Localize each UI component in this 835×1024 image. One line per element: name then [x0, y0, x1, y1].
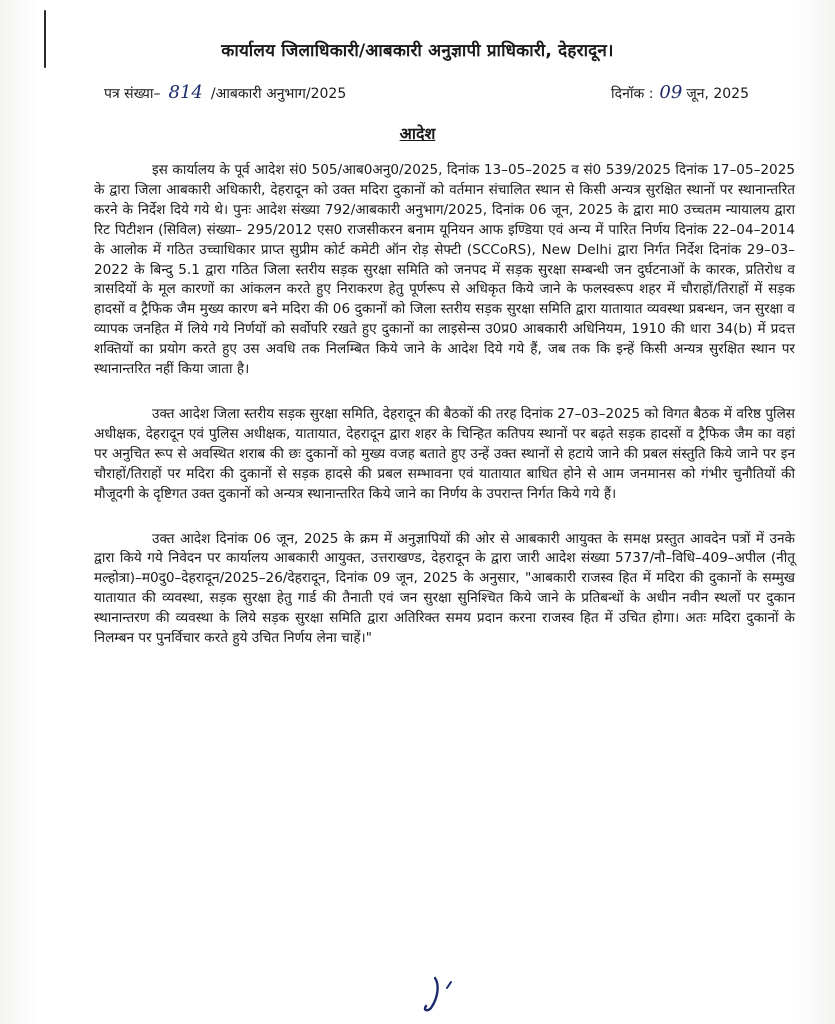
paragraph-1: इस कार्यालय के पूर्व आदेश सं0 505/आब0अनु0/2025, दिनांक 13–05–2025 व सं0 539/2025 दिनांक 17–05–2025 के द्वारा जिला आबकारी अधिकारी, देहरादून को उक्त मदिरा दुकानों को वर्तमान संचालित स्थान से किसी अन्यत्र सुरक्षित स्थानों पर स्थानान्तरित करने के निर्देश दिये गये थे। पुनः आदेश संख्या 792/आबकारी अनुभाग/2025, दिनांक 06 जून, 2025 के द्वारा मा0 उच्चतम न्यायालय द्वारा रिट पिटीशन (सिविल) संख्या– 295/2012 एस0 राजसीकरन बनाम यूनियन आफ इण्डिया एवं अन्य में पारित निर्णय दिनांक 22–04–2014 के आलोक में गठित उच्चाधिकार प्राप्त सुप्रीम कोर्ट कमेटी ऑन रोड़ सेफ्टी (SCCoRS), New Delhi द्वारा निर्गत निर्देश दिनांक 29–03–2022 के बिन्दु 5.1 द्वारा गठित जिला स्तरीय सड़क सुरक्षा समिति को जनपद में सड़क सुरक्षा सम्बन्धी जन दुर्घटनाओं के कारक, प्रतिरोध व त्रासदियों के मूल कारणों का आंकलन करते हुए निराकरण हेतु पूर्णरूप से अधिकृत किये जाने के फलस्वरूप शहर में चौराहों/तिराहों में सड़क हादसों व ट्रैफिक जैम मुख्य कारण बने मदिरा की 06 दुकानों को जिला स्तरीय सड़क सुरक्षा समिति द्वारा यातायात व्यवस्था प्रबन्धन, जन सुरक्षा व व्यापक जनहित में लिये गये निर्णयों को सर्वोपरि रखते हुए दुकानों का लाइसेन्स उ0प्र0 आबकारी अधिनियम, 1910 की धारा 34(b) में प्रदत्त शक्तियों का प्रयोग करते हुए उस अवधि तक निलम्बित किये जाने के आदेश दिये गये हैं, जब तक कि इन्हें किसी अन्यत्र सुरक्षित स्थान पर स्थानान्तरित नहीं किया जाता है।	[94, 162, 795, 378]
date-day-handwritten: 09	[659, 82, 683, 103]
date-label: दिनॉक :	[611, 86, 654, 102]
date-rest: जून, 2025	[686, 86, 749, 102]
order-title: आदेश	[399, 124, 436, 143]
date-block	[611, 82, 749, 103]
office-heading: कार्यालय जिलाधिकारी/आबकारी अनुज्ञापी प्राधिकारी, देहरादून।	[221, 41, 614, 61]
signature-mark	[417, 974, 465, 1014]
paragraph-2: उक्त आदेश जिला स्तरीय सड़क सुरक्षा समिति, देहरादून की बैठकों की तरह दिनांक 27–03–2025 को विगत बैठक में वरिष्ठ पुलिस अधीक्षक, देहरादून एवं पुलिस अधीक्षक, यातायात, देहरादून द्वारा शहर के चिन्हित कतिपय स्थानों पर बढ़ते सड़क हादसों व ट्रैफिक जैम का वहां पर अनुचित रूप से अवस्थित शराब की छः दुकानों को मुख्य वजह बताते हुए उन्हें उक्त स्थानों से हटाये जाने की प्रबल संस्तुति किये जाने पर इन चौराहों/तिराहों पर मदिरा की दुकानों से सड़क हादसे की प्रबल सम्भावना एवं यातायात बाधित होने से आम जनमानस को गंभीर चुनौतियों की मौजूदगी के दृष्टिगत उक्त दुकानों को अन्यत्र स्थानान्तरित किये जाने का निर्णय के उपरान्त निर्गत किये गये हैं।	[94, 405, 795, 502]
order-body	[94, 161, 795, 674]
letter-label: पत्र संख्या–	[104, 86, 161, 102]
letter-number-block	[104, 82, 346, 103]
letter-number-handwritten: 814	[168, 82, 203, 103]
reference-line	[104, 82, 749, 103]
paragraph-3: उक्त आदेश दिनांक 06 जून, 2025 के क्रम में अनुज्ञापियों की ओर से आबकारी आयुक्त के समक्ष प्रस्तुत आवदेन पत्रों में उनके द्वारा किये गये निवेदन पर कार्यालय आबकारी आयुक्त, उत्तराखण्ड, देहरादून के द्वारा जारी आदेश संख्या 5737/नौ–विधि–409–अपील (नीतू मल्होत्रा)–म0दु0–देहरादून/2025–26/देहरादून, दिनांक 09 जून, 2025 के अनुसार, "आबकारी राजस्व हित में मदिरा की दुकानों के सम्मुख यातायात की व्यवस्था, सड़क सुरक्षा हेतु गार्ड की तैनाती एवं जन सुरक्षा सुनिश्चित किये जाने के प्रतिबन्धों के अधीन नवीन स्थलों पर दुकान स्थानान्तरण की व्यवस्था के लिये सड़क सुरक्षा समिति द्वारा अतिरिक्त समय प्रदान करना राजस्व हित में उचित होगा। अतः मदिरा दुकानों के निलम्बन पर पुनर्विचार करते हुये उचित निर्णय लेना चाहें।"	[94, 530, 795, 647]
letter-suffix: /आबकारी अनुभाग/2025	[210, 86, 347, 102]
